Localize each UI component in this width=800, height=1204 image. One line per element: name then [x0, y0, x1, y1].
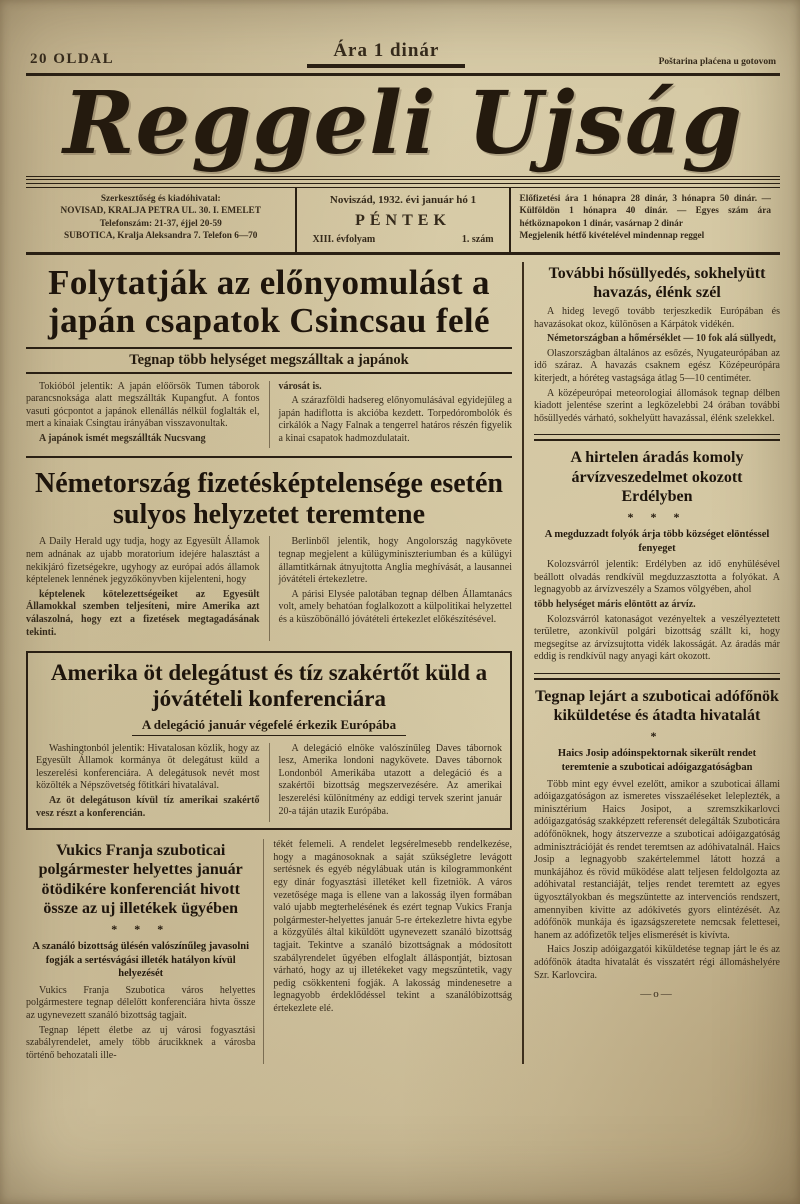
paragraph: Tegnap lépett életbe az uj városi fogyasztási szabályrendelet, amely több árucikknek a városba történő behozatali ille-: [26, 1024, 256, 1061]
headline-germany: Németország fizetésképtelensége esetén sulyos helyzetet teremtene: [34, 467, 503, 530]
paragraph: Olaszországban általános az esőzés, Nyugateurópában az idő száraz. A havazás csaknem egész Középeurópára kiterjedt, a hóréteg vastagsága átlag 5—10 centiméter.: [534, 347, 780, 384]
subhead-wrap: [36, 716, 502, 736]
paragraph: A párisi Elysée palotában tegnap délben Államtanács volt, amely behatóan foglalkozott a külpolitikai helyzettel és a küszöbönálló jóvátételi értekezlet előkészítésével.: [278, 588, 512, 625]
paragraph: képtelenek kötelezettségeiket az Egyesült Államokkal szemben teljesíteni, mire Amerika azt válaszolná, hogy ezt a fizetések megtagadásának tekinti.: [26, 588, 260, 638]
article-body: [26, 381, 512, 448]
body-column-1: [26, 536, 260, 641]
body-column-2: [269, 381, 513, 448]
headline-america: Amerika öt delegátust és tíz szakértőt küld a jóvátételi konferenciára: [50, 660, 488, 711]
star-separator: * * *: [111, 921, 171, 936]
paragraph: városát is.: [278, 380, 322, 392]
article-body: [534, 559, 780, 664]
article-vukics: [26, 839, 264, 1064]
subscription-rates: Előfizetési ára 1 hónapra 28 dinár, 3 hónapra 50 dinár. — Külföldön 1 hónapra 40 dinár. — Egyes szám ára hétköznapokon 1 dinár, vasárnap 2 dinár: [519, 193, 771, 229]
office-line: SUBOTICA, Kralja Aleksandra 7. Telefon 6—70: [64, 231, 258, 242]
page-count: 20 OLDAL: [30, 51, 115, 67]
paragraph: A hideg levegő tovább terjeszkedik Európában és havazásokat okoz, különösen a Kárpátok vidékén.: [534, 306, 780, 330]
headline-japan: Folytatják az előnyomulást a japán csapatok Csincsau felé: [48, 262, 490, 341]
paragraph: Washingtonból jelentik: Hivatalosan közlik, hogy az Egyesült Államok kormánya öt delegátust küld a leszerelési konferenciára. A delegátusok nevét most közölték a Népszövetség főtitkári hivatalával.: [36, 742, 260, 792]
paragraph: A szárazföldi hadsereg előnyomulásával egyidejűleg a japán hadiflotta is akcióba kezdett. Torpedórombolók és cirkálók a Nagy Falnak a tengerrel határos részén figyelik a kinai csapatok hadmozdulatait.: [278, 395, 512, 445]
paragraph: Vukics Franja Szubotica város helyettes polgármestere tegnap délelőtt konferenciára hivta össze az ugynevezett szanáló bizottság tagjait.: [26, 984, 256, 1022]
date-block: [297, 188, 508, 252]
lead-vukics: A szanáló bizottság ülésén valószínűleg javasolni fogják a sertésvágási illeték hatályon kívül helyezését: [32, 940, 250, 980]
paragraph: Kolozsvárról katonaságot vezényeltek a veszélyeztetett területre, azonkívül polgári bizottság szállt ki, hogy megsegítse az árvízsujtotta vidék lakosságát. Az áradás már eddig is rendkívül nagy anyagi kárt okozott.: [534, 613, 780, 663]
paragraph: Berlinből jelentik, hogy Angolország nagykövete tegnap megjelent a külügyminiszteriumban és a külügyi államtitkárnak átnyujtotta Anglia meghívását, a lausannei jóvátételi értekezletre.: [278, 536, 512, 586]
subscription-info: [509, 188, 780, 252]
star-separator: *: [650, 729, 664, 744]
article-vukics-continuation: [264, 839, 512, 1064]
subhead-america: A delegáció január végefelé érkezik Európába: [132, 717, 406, 736]
sidebar-divider: [534, 434, 780, 441]
imprint-row: [26, 187, 780, 255]
price-label: Ára 1 dinár: [307, 40, 465, 68]
article-weather: [534, 264, 780, 426]
sidebar-column: [524, 262, 780, 1065]
article-body: [26, 536, 512, 641]
article-flood: [534, 448, 780, 664]
body-column-2: [269, 536, 513, 641]
top-strip: [26, 40, 780, 73]
office-line: Szerkesztőség és kiadóhivatal:: [100, 193, 221, 204]
office-line: Telefonszám: 21-37, éjjel 20-59: [99, 218, 222, 229]
headline-weather: További hősüllyedés, sokhelyütt havazás, élénk szél: [548, 264, 766, 301]
issue-day: PÉNTEK: [355, 211, 451, 229]
end-mark: —o—: [640, 988, 674, 1001]
article-america: [26, 651, 512, 830]
bottom-row: [26, 839, 512, 1064]
paragraph: A Daily Herald ugy tudja, hogy az Egyesült Államok nem adnának az ujabb moratorium idejére halasztást a nekikjáró fizetségekre, ugyhogy az európai adós államok képtelenek lennének jegyzőkönyvben kijelenteni, hogy: [26, 536, 260, 586]
article-divider: [26, 456, 512, 462]
paragraph: Kolozsvárról jelentik: Erdélyben az idő enyhülésével beállott olvadás rendkívül megduzzasztotta a folyókat. A legnagyobb az árvízveszély a Szamos völgyében, ahol: [534, 559, 780, 596]
editorial-office-info: [26, 188, 297, 252]
headline-tax: Tegnap lejárt a szuboticai adófőnök kiküldetése és átadta hivatalát: [535, 687, 779, 725]
lead-flood: A megduzzadt folyók árja több községet elöntéssel fenyeget: [544, 528, 770, 554]
volume-label: XIII. évfolyam: [312, 234, 376, 246]
paragraph: Az öt delegátuson kívül tíz amerikai szakértő vesz részt a konferencián.: [36, 794, 260, 819]
article-body: [534, 306, 780, 425]
content-area: [26, 262, 780, 1065]
paragraph: A japánok ismét megszállták Nucsvang: [39, 433, 206, 445]
article-tax: [534, 687, 780, 1000]
article-japan: [26, 264, 512, 448]
paragraph: A delegáció elnöke valószínűleg Daves tábornok lesz, Amerika londoni nagykövete. Daves tábornok Londonból Amerikába utazott a delegáció és a szakértői bizottság megszervezésére. Az amerikai leszerelési különítmény az eddigi tervek szerint január 20-a táján utazik Európába.: [278, 742, 502, 817]
paragraph: Németországban a hőmérséklet — 10 fok alá süllyedt,: [547, 333, 776, 345]
article-body: [36, 743, 502, 823]
article-body: [273, 839, 512, 1015]
main-column: [26, 262, 524, 1065]
lead-tax: Haics Josip adóinspektornak sikerült rendet teremtenie a szuboticai adóigazgatóságban: [557, 748, 757, 773]
issue-date: Noviszád, 1932. évi január hó 1: [329, 193, 477, 206]
sidebar-divider: [534, 673, 780, 680]
body-column-1: [26, 381, 260, 448]
publication-schedule: Megjelenik hétfő kivételével mindennap reggel: [519, 231, 705, 242]
masthead: [26, 73, 780, 177]
postage-notice: Poštarina plaćena u gotovom: [658, 56, 776, 67]
headline-flood: A hirtelen áradás komoly árvízveszedelmet okozott Erdélyben: [570, 449, 744, 505]
paragraph: Haics Joszip adóigazgatói kiküldetése tegnap járt le és az adófőnök átadta hivatalát és visszatért régi állomáshelyére Szr. Karlovcira.: [534, 944, 780, 981]
masthead-divider: [26, 179, 780, 184]
newspaper-title: Reggeli Ujság: [63, 73, 743, 174]
volume-issue-row: [306, 233, 499, 247]
body-column-2: [269, 743, 503, 823]
paragraph: több helységet máris elöntött az árvíz.: [534, 599, 696, 610]
body-column-1: [36, 743, 260, 823]
paragraph: Tokióból jelentik: A japán előőrsök Tumen táborok parancsnoksága alatt megszállták Kupangfut. A fontos vasuti gócpontot a japánok ellenállás nélkül foglalták el, mert a kinaiak Csingtau irányában visszavonultak.: [26, 380, 260, 430]
article-body: [534, 779, 780, 983]
paragraph: A középeurópai meteorologiai állomások tegnap délben kiadott jelentése szerint a legközelebbi 24 órában további hősüllyedés várható, sokhelyütt havazással, élénk szelekkel.: [534, 387, 780, 424]
office-line: NOVISAD, KRALJA PETRA UL. 30. I. EMELET: [60, 206, 261, 217]
star-separator: * * *: [627, 509, 687, 524]
article-body: [26, 985, 255, 1063]
paragraph: tékét felemeli. A rendelet legsérelmesebb rendelkezése, hogy a magánosoknak a saját szükségletre levágott sertésnek és egyéb négylábuak után is kilogrammonként egy dinár fogyasztási illetéket kell fizetniök. A város vezetősége maga is ellene van a lakosság ilyen formában való ujabb megterhelésének és ezért tegnap Vukics Franja polgármester-helyettes január 5-re értekezletre hivta egybe a közgyűlés által kiküldött ugynevezett szanáló bizottság tagjait. Tekintve a szanáló bizottságnak a módosított szabályrendelet ügyében elfoglalt álláspontját, biztosan várható, hogy az uj illetékeket vagy megszüntetik, vagy pedig csökkenteni fogják. A lakosság mindenesetre a legnagyobb érdeklődéssel tekint a szanálóbizottság értekezlete elé.: [273, 839, 512, 1014]
headline-vukics: Vukics Franja szuboticai polgármester helyettes január ötödikére konferenciát hivott össze az uj illetékek ügyében: [38, 842, 243, 917]
paragraph: Több mint egy évvel ezelőtt, amikor a szuboticai állami adóigazgatóságon az ismeretes visszaéléseket leleplezték, a minisztérium Haics Josipot, a szremszkikarlovci adóigazgatóság szakképzett referensét delegálták Szuboticára adófőnöknek, hogy átszervezze a szuboticai adóigazgatóság adminisztrációját és rendet teremtsen az adóhivatalnál. Haics Josip a legnagyobb szakértelemmel látott hozzá a munkájához és rövid működése alatt teljesen feldolgozta az adóhivatal restanciáját, teljes rendet teremtett az egyes ügyosztályokban és megszüntette az intervenciós rendszert, amennyiben kivitte az adókivetés gyors elintézését. Az adófőnök munkája és igazságszeretete nemcsak felettesei, hanem az adófizetők teljes elismerését is kivívta.: [534, 778, 780, 941]
article-germany: [26, 468, 512, 641]
issue-number: 1. szám: [461, 234, 494, 246]
subhead-japan: Tegnap több helységet megszálltak a japánok: [26, 347, 512, 374]
